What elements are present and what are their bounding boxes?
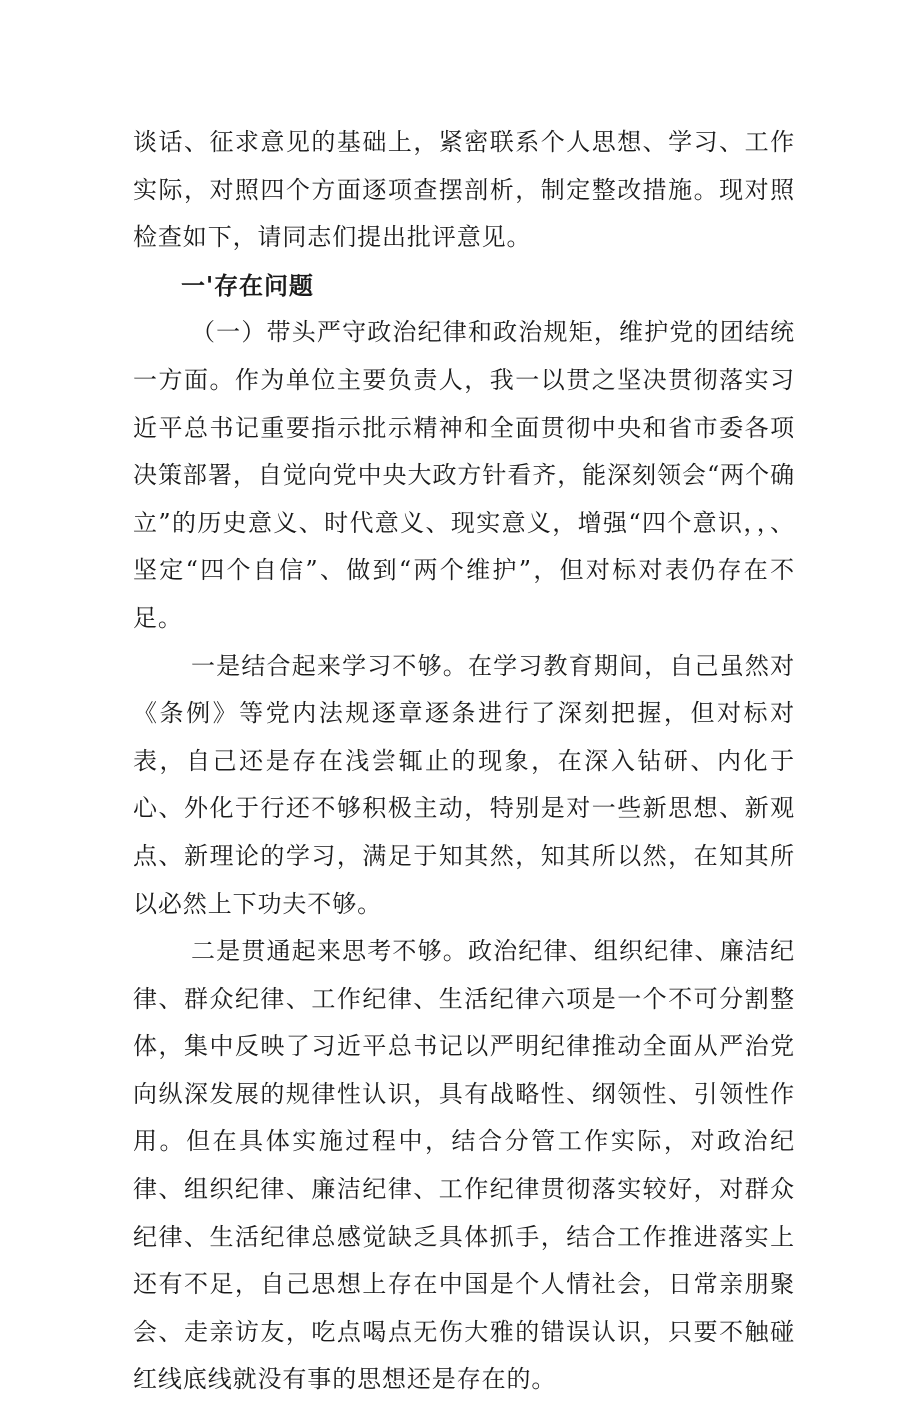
body-paragraph-3: 二是贯通起来思考不够。政治纪律、组织纪律、廉洁纪律、群众纪律、工作纪律、生活纪律六项是一个不可分割整体，集中反映了习近平总书记以严明纪律推动全面从严治党向纵深发展的规律性认识，具有战略性、纲领性、引领性作用。但在具体实施过程中，结合分管工作实际，对政治纪律、组织纪律、廉洁纪律、工作纪律贯彻落实较好，对群众纪律、生活纪律总感觉缺乏具体抓手，结合工作推进落实上还有不足，自己思想上存在中国是个人情社会，日常亲朋聚会、走亲访友，吃点喝点无伤大雅的错误认识，只要不触碰红线底线就没有事的思想还是存在的。 bbox=[133, 937, 795, 1394]
body-paragraph-2: 一是结合起来学习不够。在学习教育期间，自己虽然对《条例》等党内法规逐章逐条进行了深刻把握，但对标对表，自己还是存在浅尝辄止的现象，在深入钻研、内化于心、外化于行还不够积极主动，特别是对一些新思想、新观点、新理论的学习，满足于知其然，知其所以然，在知其所以必然上下功夫不够。 bbox=[133, 651, 795, 918]
section-heading: 一'存在问题 bbox=[181, 270, 314, 300]
intro-paragraph: 谈话、征求意见的基础上，紧密联系个人思想、学习、工作实际，对照四个方面逐项查摆剖析，制定整改措施。现对照检查如下，请同志们提出批评意见。 bbox=[133, 128, 795, 252]
document-body bbox=[133, 119, 795, 1404]
body-paragraph-1: （一）带头严守政治纪律和政治规矩，维护党的团结统一方面。作为单位主要负责人，我一以贯之坚决贯彻落实习近平总书记重要指示批示精神和全面贯彻中央和省市委各项决策部署，自觉向党中央大政方针看齐，能深刻领会“两个确立”的历史意义、时代意义、现实意义，增强“四个意识，，、坚定“四个自信”、做到“两个维护”，但对标对表仍存在不足。 bbox=[133, 318, 795, 632]
